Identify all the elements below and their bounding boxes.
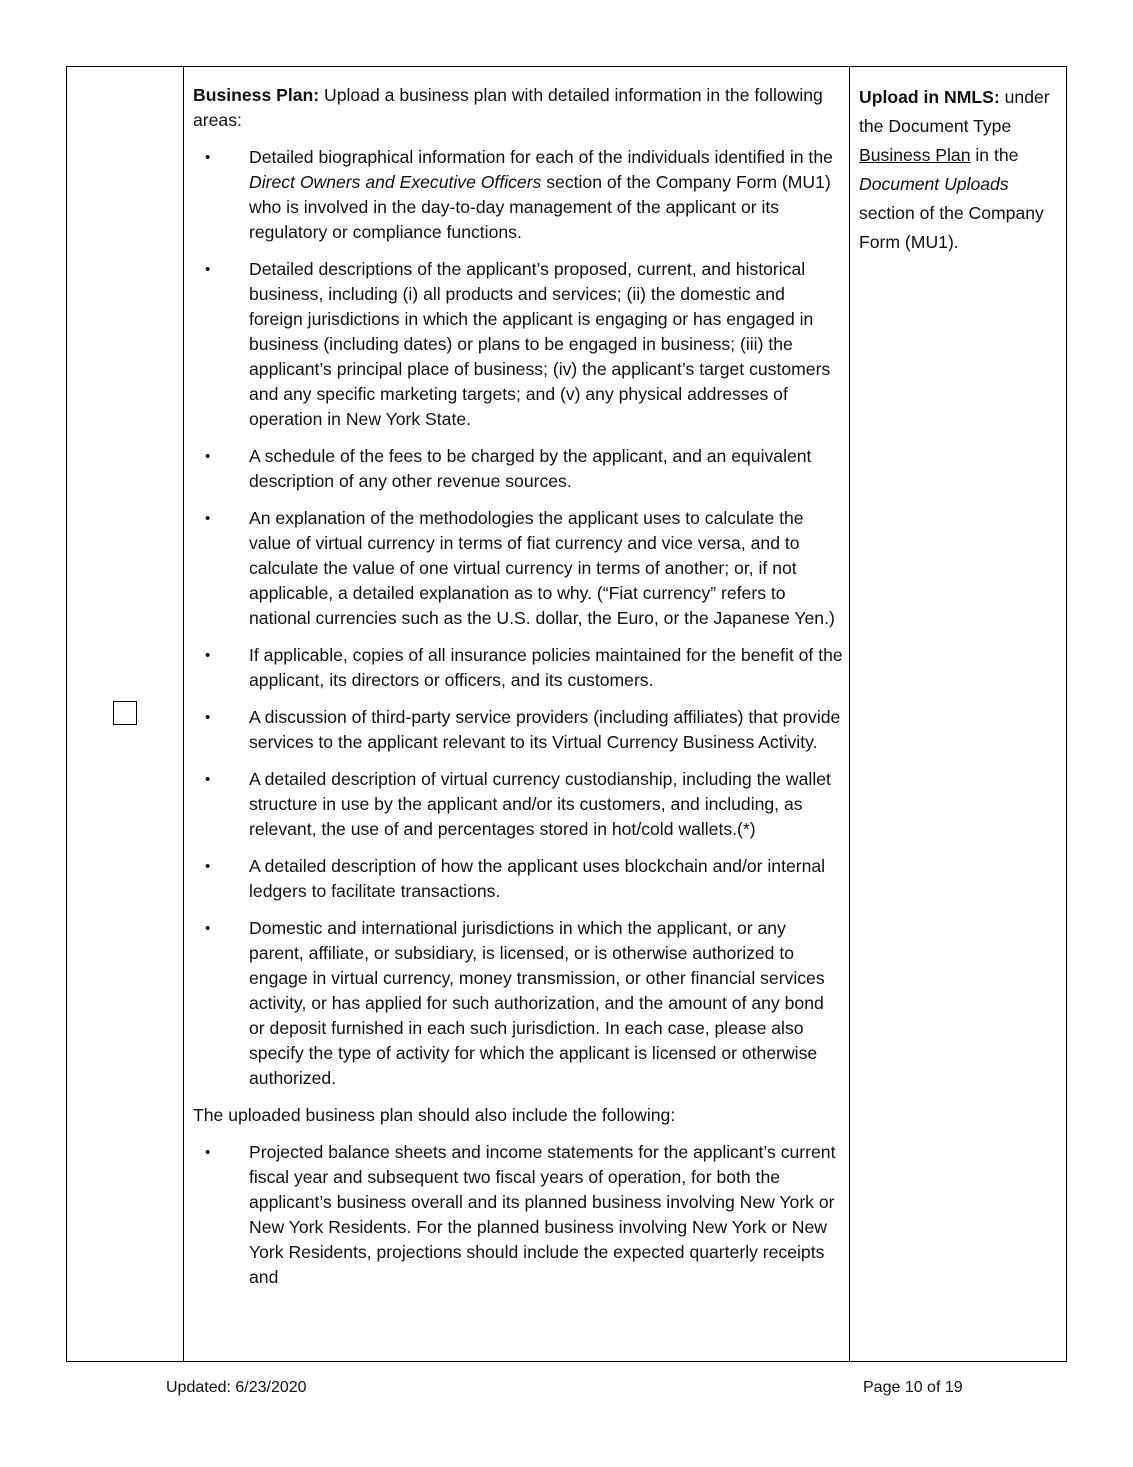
list-item-text: A detailed description of virtual currency custodianship, including the wallet structure in use by the applicant and/or its customers, and including, as relevant, the use of and percentages stored in hot/cold wallets.(*)	[249, 769, 831, 839]
bullet-icon: •	[205, 261, 211, 278]
upload-text: in the	[970, 145, 1019, 165]
bullet-icon: •	[205, 510, 211, 527]
bullet-icon: •	[205, 149, 211, 166]
bullet-icon: •	[205, 1144, 211, 1161]
page-number: Page 10 of 19	[863, 1379, 963, 1396]
bullet-icon: •	[205, 709, 211, 726]
list-item-text: An explanation of the methodologies the applicant uses to calculate the value of virtual currency in terms of fiat currency and vice versa, and to calculate the value of one virtual currency in terms of another; or, if not applicable, a detailed explanation as to why. (“Fiat currency” refers to national currencies such as the U.S. dollar, the Euro, or the Japanese Yen.)	[249, 508, 835, 628]
list-item	[193, 506, 843, 631]
updated-date: Updated: 6/23/2020	[166, 1379, 307, 1396]
list-item	[193, 767, 843, 842]
list-item-text: If applicable, copies of all insurance policies maintained for the benefit of the applicant, its directors or officers, and its customers.	[249, 645, 843, 690]
bullet-icon: •	[205, 920, 211, 937]
business-plan-list	[193, 145, 843, 1091]
list-item	[193, 257, 843, 432]
document-type-link: Business Plan	[859, 145, 971, 165]
upload-text: section of the Company Form (MU1).	[859, 203, 1044, 252]
list-item-text: A discussion of third-party service providers (including affiliates) that provide services to the applicant relevant to its Virtual Currency Business Activity.	[249, 707, 841, 752]
list-item-text: A detailed description of how the applicant uses blockchain and/or internal ledgers to facilitate transactions.	[249, 856, 826, 901]
intro-text: Upload a business plan with detailed information in the following areas:	[193, 85, 823, 130]
list-item	[193, 705, 843, 755]
column-divider	[183, 67, 184, 1361]
list-item	[193, 444, 843, 494]
list-item	[193, 916, 843, 1091]
list-item	[193, 854, 843, 904]
list-item	[193, 145, 843, 245]
additional-list	[193, 1140, 843, 1290]
bullet-icon: •	[205, 647, 211, 664]
list-item	[193, 643, 843, 693]
list-item-text: A schedule of the fees to be charged by the applicant, and an equivalent description of any other revenue sources.	[249, 446, 812, 491]
business-plan-heading: Business Plan:	[193, 85, 320, 105]
also-include-paragraph: The uploaded business plan should also include the following:	[193, 1105, 676, 1125]
bullet-icon: •	[205, 771, 211, 788]
list-item-text: Projected balance sheets and income statements for the applicant’s current fiscal year and subsequent two fiscal years of operation, for both the applicant’s business overall and its planned business involving New York or New York Residents. For the planned business involving New York or New York Residents, projections should include the expected quarterly receipts and	[249, 1142, 836, 1287]
intro-paragraph	[193, 83, 843, 133]
requirement-description	[193, 83, 843, 1302]
list-item	[193, 1140, 843, 1290]
requirements-table	[66, 66, 1067, 1362]
column-divider	[849, 67, 850, 1361]
bullet-icon: •	[205, 858, 211, 875]
list-item-text: Detailed biographical information for each of the individuals identified in the	[249, 147, 833, 167]
list-item-text: Domestic and international jurisdictions in which the applicant, or any parent, affiliate, or subsidiary, is licensed, or is otherwise authorized to engage in virtual currency, money transmission, or other financial services activity, or has applied for such authorization, and the amount of any bond or deposit furnished in each such jurisdiction. In each case, please also specify the type of activity for which the applicant is licensed or otherwise authorized.	[249, 918, 825, 1088]
bullet-icon: •	[205, 448, 211, 465]
list-item-text: section of the Company Form (MU1) who is involved in the day-to-day management of the applicant or its regulatory or compliance functions.	[249, 172, 831, 242]
upload-text: under the Document Type	[859, 87, 1050, 136]
list-item-emphasis: Direct Owners and Executive Officers	[249, 172, 542, 192]
list-item-text: Detailed descriptions of the applicant’s proposed, current, and historical business, including (i) all products and services; (ii) the domestic and foreign jurisdictions in which the applicant is engaging or has engaged in business (including dates) or plans to be engaged in business; (iii) the applicant’s principal place of business; (iv) the applicant’s target customers and any specific marketing targets; and (v) any physical addresses of operation in New York State.	[249, 259, 831, 429]
upload-heading: Upload in NMLS:	[859, 87, 1000, 107]
upload-instructions	[859, 83, 1064, 257]
section-name: Document Uploads	[859, 174, 1009, 194]
completion-checkbox[interactable]	[113, 701, 137, 725]
